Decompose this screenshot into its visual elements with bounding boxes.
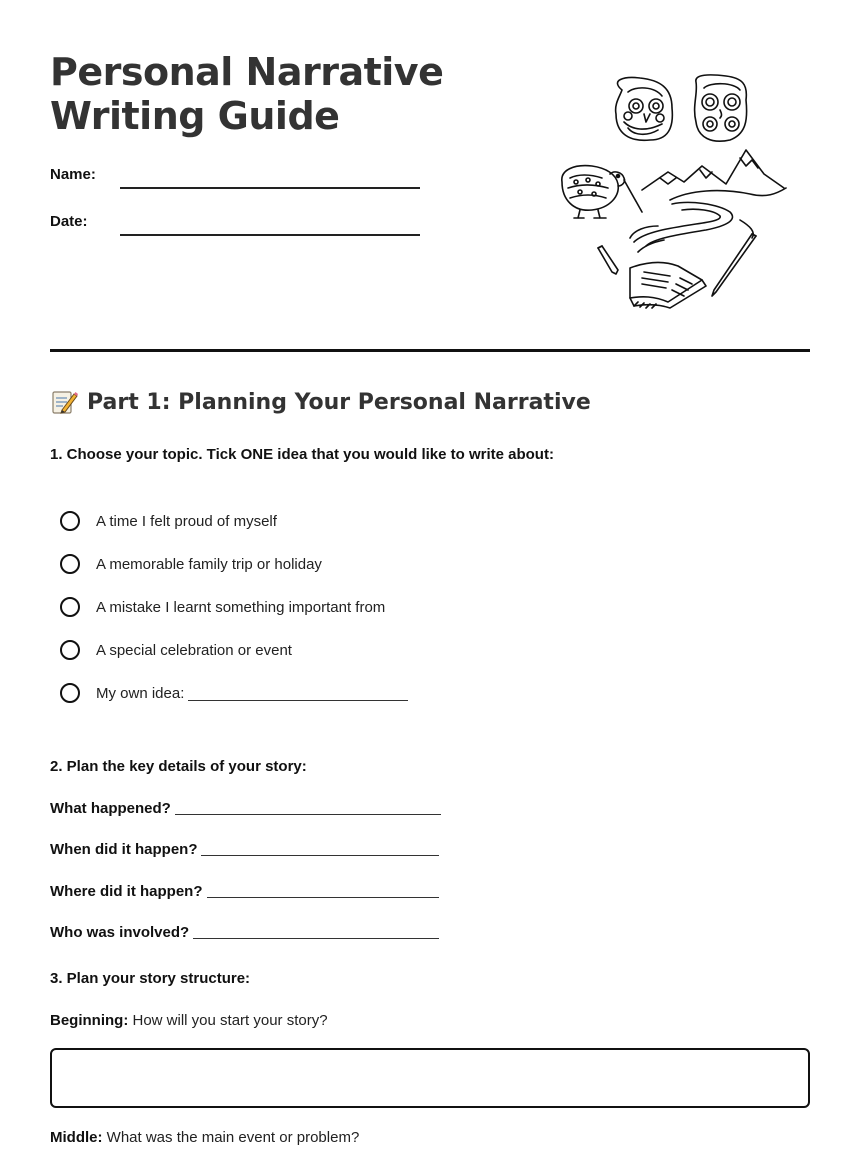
- radio-button[interactable]: [60, 511, 80, 531]
- notebook-icon: [630, 262, 706, 308]
- beginning-answer-box[interactable]: [50, 1048, 810, 1108]
- topic-option[interactable]: [60, 554, 322, 574]
- name-field[interactable]: [120, 187, 420, 189]
- name-label: Name:: [50, 166, 96, 183]
- detail-label: When did it happen?: [50, 841, 198, 858]
- what-happened-field[interactable]: [175, 814, 441, 815]
- middle-label: Middle:: [50, 1129, 103, 1146]
- detail-label: What happened?: [50, 800, 171, 817]
- beginning-prompt-text: How will you start your story?: [132, 1012, 328, 1029]
- topic-option-label: My own idea:: [96, 684, 185, 702]
- topic-option[interactable]: [60, 597, 385, 617]
- road-icon: [630, 202, 753, 252]
- topic-option[interactable]: [60, 640, 292, 660]
- detail-row: [50, 924, 439, 941]
- section-divider: [50, 349, 810, 352]
- part1-heading-text: Part 1: Planning Your Personal Narrative: [87, 389, 591, 415]
- page-title: [50, 50, 443, 138]
- detail-row: [50, 800, 441, 817]
- kiwi-bird-icon: [562, 166, 642, 218]
- beginning-label: Beginning:: [50, 1012, 129, 1029]
- radio-button[interactable]: [60, 683, 80, 703]
- date-field[interactable]: [120, 234, 420, 236]
- title-line-2: Writing Guide: [50, 94, 340, 138]
- middle-prompt: [50, 1129, 359, 1146]
- detail-row: [50, 841, 439, 858]
- topic-option-label: A time I felt proud of myself: [96, 512, 277, 530]
- detail-label: Who was involved?: [50, 924, 190, 941]
- detail-label: Where did it happen?: [50, 883, 203, 900]
- where-field[interactable]: [207, 897, 439, 898]
- title-line-1: Personal Narrative: [50, 50, 444, 94]
- middle-prompt-text: What was the main event or problem?: [106, 1129, 360, 1146]
- who-field[interactable]: [193, 938, 439, 939]
- question-1: 1. Choose your topic. Tick ONE idea that you would like to write about:: [50, 446, 554, 463]
- detail-row: [50, 883, 439, 900]
- topic-option-label: A special celebration or event: [96, 641, 292, 659]
- topic-option-label: A mistake I learnt something important from: [96, 598, 386, 616]
- radio-button[interactable]: [60, 640, 80, 660]
- beginning-prompt: [50, 1012, 328, 1029]
- date-label: Date:: [50, 213, 88, 230]
- carving-icon: [616, 78, 673, 141]
- topic-option-own-idea[interactable]: [60, 683, 408, 703]
- topic-option[interactable]: [60, 511, 277, 531]
- mountains-icon: [642, 150, 786, 200]
- question-3: 3. Plan your story structure:: [50, 970, 251, 987]
- when-field[interactable]: [201, 855, 439, 856]
- radio-button[interactable]: [60, 597, 80, 617]
- own-idea-field[interactable]: [188, 686, 408, 701]
- part1-heading: [50, 388, 591, 416]
- carving-icon: [695, 75, 747, 141]
- header-illustration: [550, 70, 795, 315]
- question-2: 2. Plan the key details of your story:: [50, 758, 307, 775]
- topic-option-label: A memorable family trip or holiday: [96, 555, 322, 573]
- radio-button[interactable]: [60, 554, 80, 574]
- memo-icon: [50, 388, 78, 416]
